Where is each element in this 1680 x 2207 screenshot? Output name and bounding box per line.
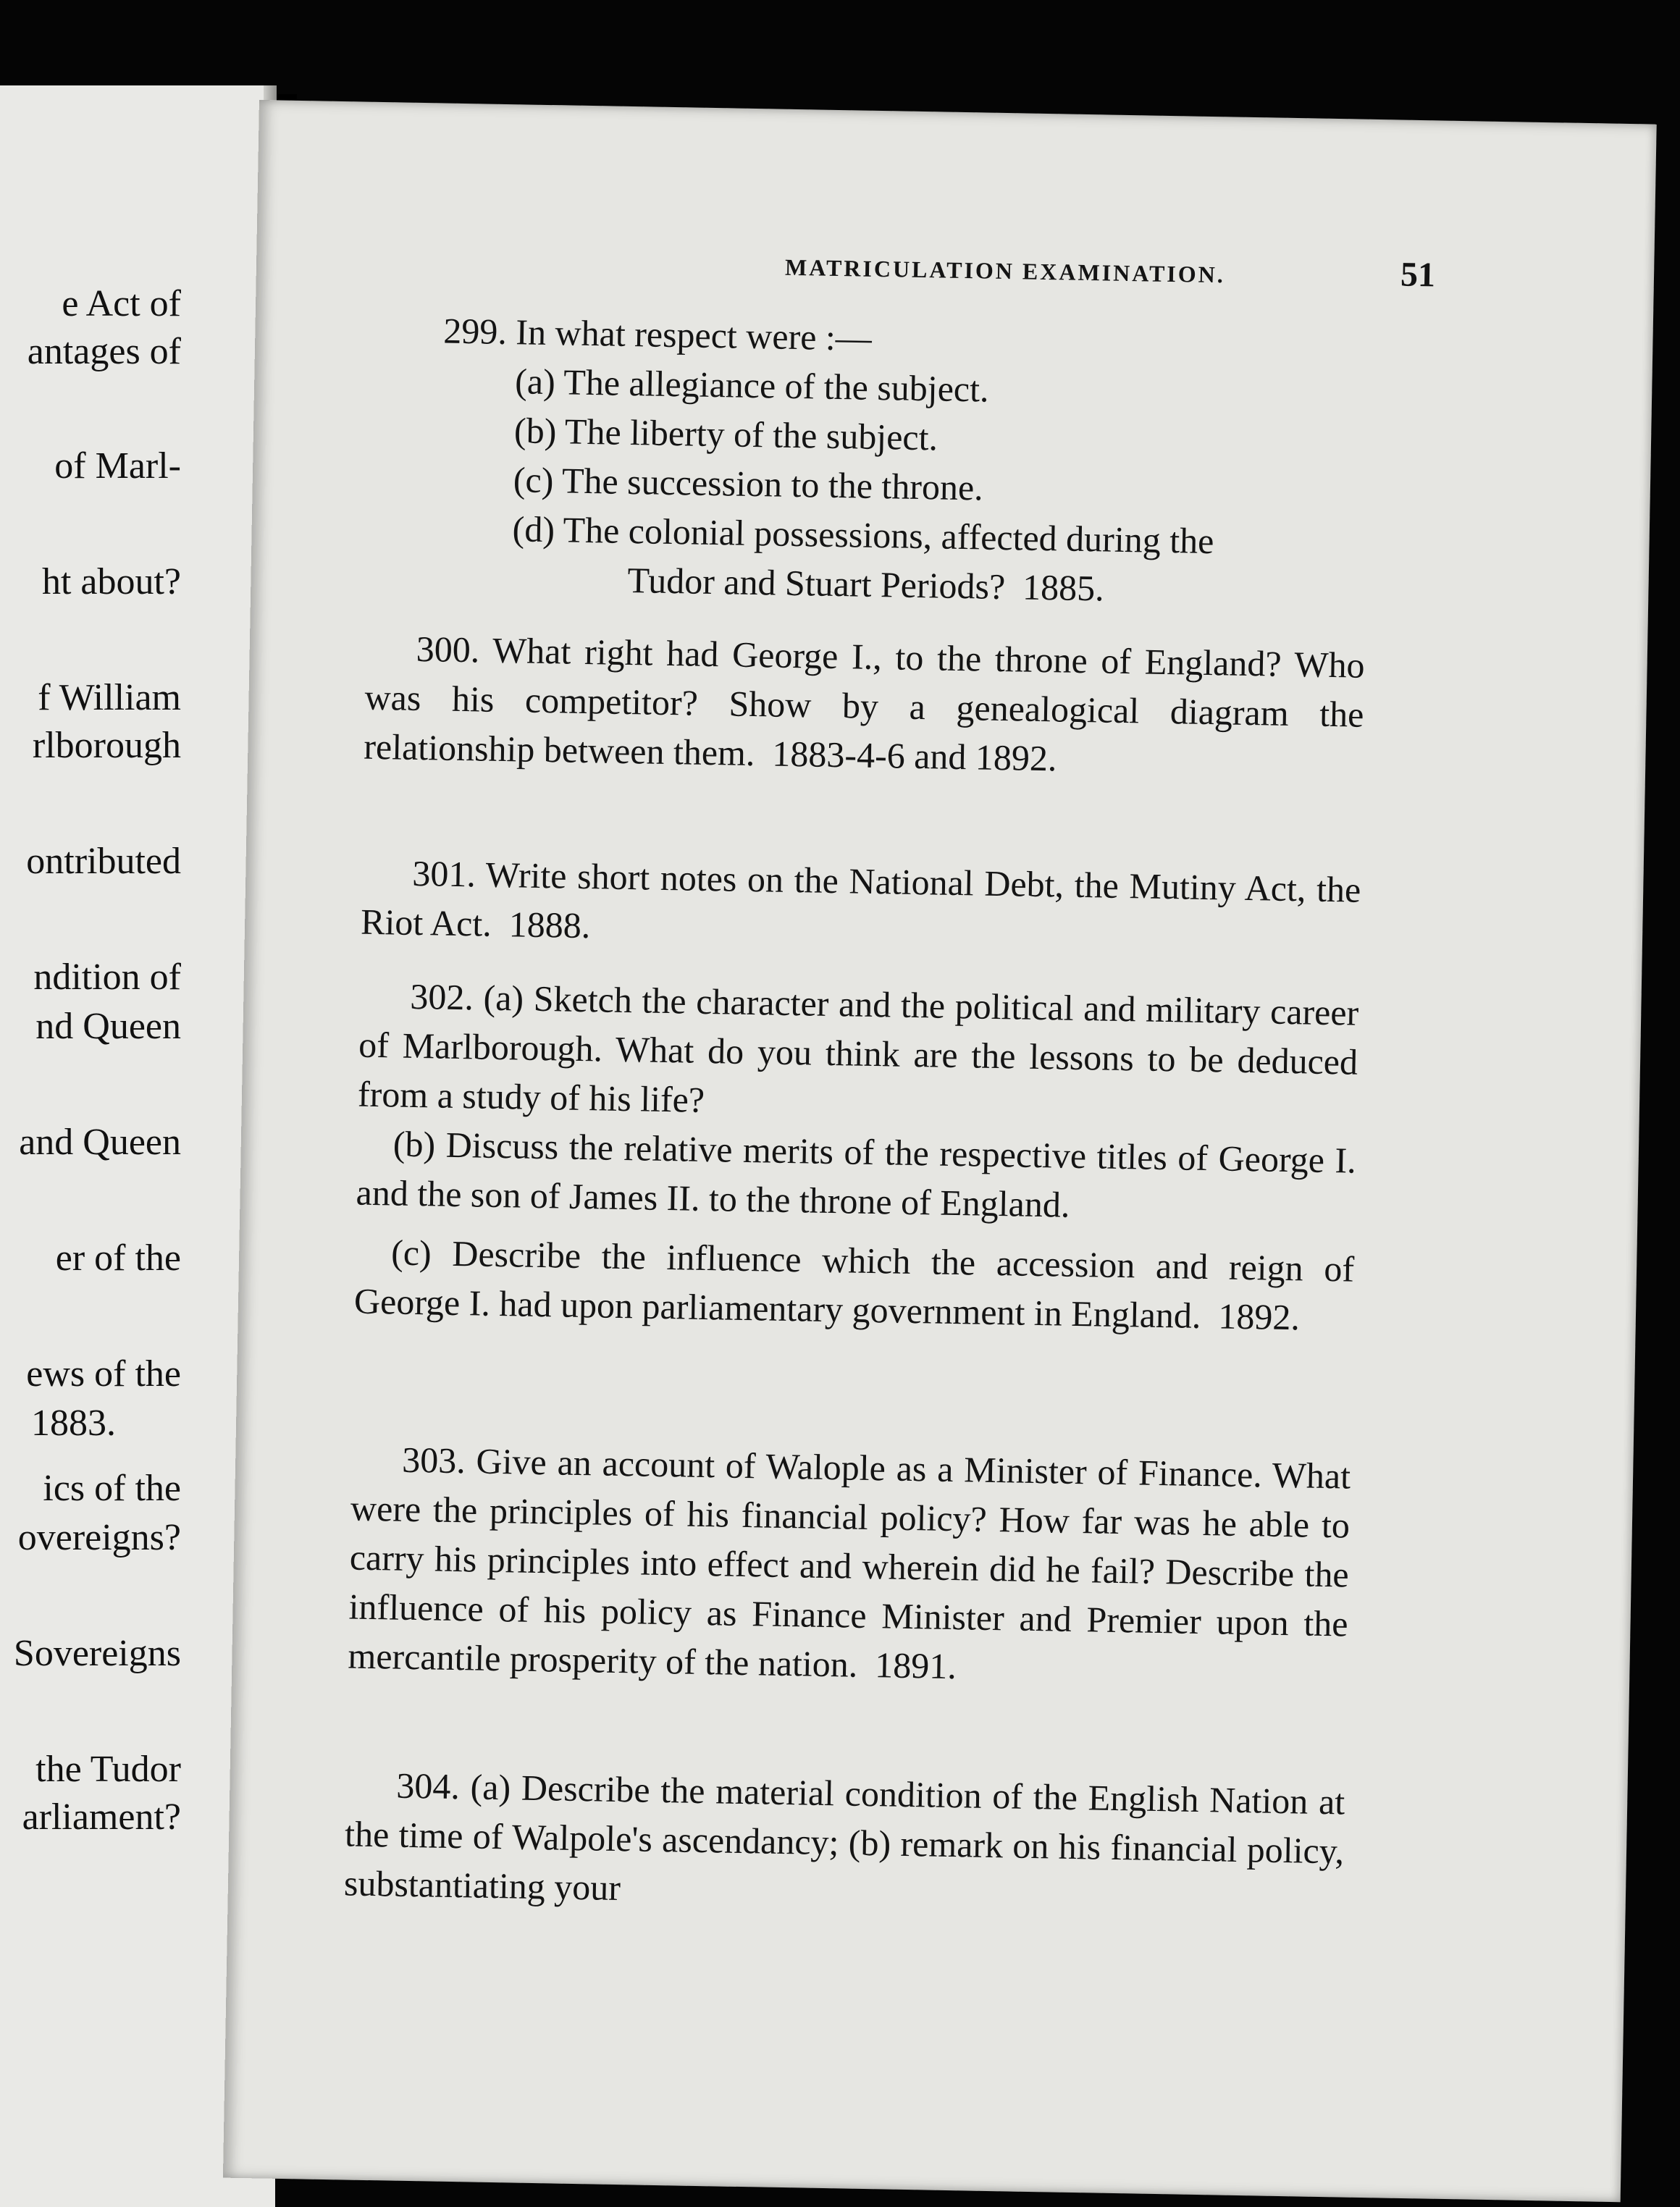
page-number: 51 xyxy=(1400,255,1436,295)
left-line: arliament? xyxy=(22,1796,181,1838)
question-299-continuation: Tudor and Stuart Periods? xyxy=(627,559,1006,608)
right-page xyxy=(223,100,1657,2202)
left-line: rlborough xyxy=(32,725,181,766)
left-line: ontributed xyxy=(26,841,181,882)
left-line: nd Queen xyxy=(35,1006,181,1047)
left-line: 1883. xyxy=(31,1403,116,1444)
left-line: Sovereigns xyxy=(13,1633,181,1674)
left-line: of Marl- xyxy=(54,445,181,487)
question-301-year: 1888. xyxy=(508,904,591,946)
left-line: ics of the xyxy=(43,1468,181,1509)
left-line: ndition of xyxy=(33,957,181,998)
question-304 xyxy=(343,1760,1345,1925)
question-299-lead: 299. In what respect were :— xyxy=(442,310,873,358)
left-line: er of the xyxy=(55,1237,181,1279)
running-header: MATRICULATION EXAMINATION. xyxy=(784,253,1226,288)
question-302-part-a: 302. (a) Sketch the character and the political and military career of Marlborough. What do you think are the lessons to be deduced from a study of his life? xyxy=(357,975,1359,1120)
question-302-part-b: (b) Discuss the relative merits of the respective titles of George I. and the son of James II. to the throne of England. xyxy=(356,1123,1357,1225)
question-299-year: 1885. xyxy=(1022,566,1105,609)
left-line: overeigns? xyxy=(17,1517,181,1558)
page-content xyxy=(343,247,1436,1909)
question-299-item-d: (d) The colonial possessions, affected during the xyxy=(512,508,1214,562)
question-303-text: 303. Give an account of Walople as a Minister of Finance. What were the principles of his financial policy? How far was he able to carry his principles into effect and wherein did he fail? Describe the influence of his policy as Finance Minister and Premier upon the mercantile prosperity of the nation. xyxy=(348,1439,1351,1685)
question-300-text: 300. What right had George I., to the throne of England? Who was his competitor? Show by a genealogical diagram the relationship between them. xyxy=(363,628,1366,774)
left-line: e Act of xyxy=(62,283,181,324)
question-302-year: 1892. xyxy=(1217,1295,1301,1338)
question-300-year: 1883-4-6 and 1892. xyxy=(771,733,1057,779)
left-line: the Tudor xyxy=(35,1749,181,1790)
left-line: ht about? xyxy=(41,561,181,602)
question-299 xyxy=(366,305,1371,618)
question-302-part-c: (c) Describe the influence which the accession and reign of George I. had upon parliamentary government in England. xyxy=(353,1232,1355,1336)
question-303 xyxy=(348,1434,1351,1698)
question-299-item-b: (b) The liberty of the subject. xyxy=(513,410,938,458)
question-303-year: 1891. xyxy=(874,1644,957,1687)
question-299-item-c: (c) The succession to the throne. xyxy=(513,459,984,508)
left-line: f William xyxy=(38,677,181,718)
question-299-item-a: (a) The allegiance of the subject. xyxy=(514,361,989,410)
left-line: ews of the xyxy=(26,1353,181,1395)
left-line: and Queen xyxy=(19,1122,181,1163)
question-304-text: 304. (a) Describe the material condition of the English Nation at the time of Walpole's ascendancy; (b) remark on his financial policy, substantiating your xyxy=(343,1765,1345,1909)
question-301-text: 301. Write short notes on the National Debt, the Mutiny Act, the Riot Act. xyxy=(360,852,1361,944)
question-301 xyxy=(361,848,1361,964)
question-300 xyxy=(364,623,1365,789)
question-302 xyxy=(353,971,1358,1343)
left-line: antages of xyxy=(27,331,181,372)
